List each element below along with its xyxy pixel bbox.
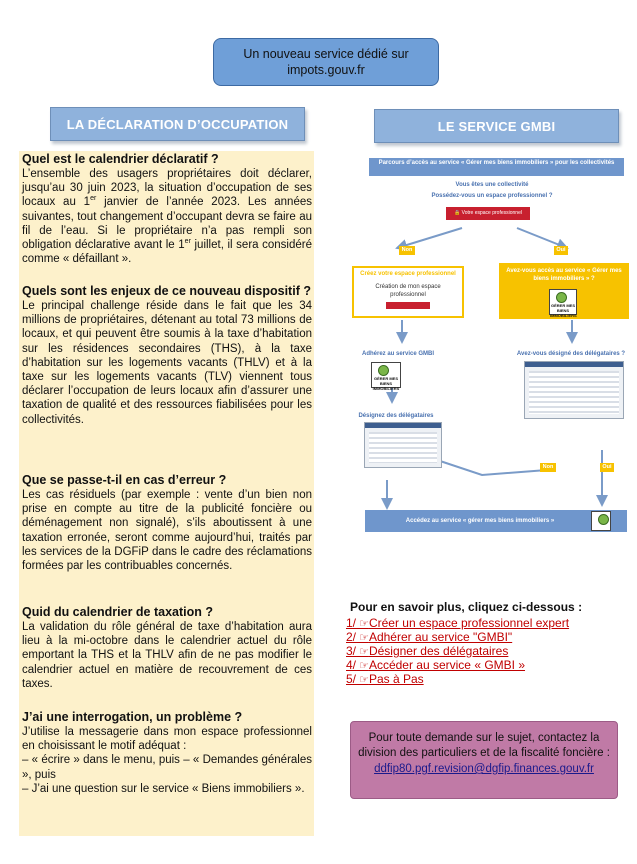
section-title: Que se passe-t-il en cas d’erreur ?	[22, 473, 227, 487]
label-non: Non	[399, 246, 415, 255]
hand-pointing-icon: ☞	[356, 618, 369, 630]
section-text: L’ensemble des usagers propriétaires doit déclarer, jusqu’au 30 juin 2023, la situation d’occupation de ses locaux au 1er janvier de l’année 2023. Les années suivantes, tout changement d’occupant devra se faire au fil de l’eau. Si le propriétaire n’a pas rempli son obligation déclarative avant le 1er juillet, il sera considéré comme « défaillant ».	[22, 168, 312, 266]
create-espace-button	[386, 302, 430, 309]
section-title: Quels sont les enjeux de ce nouveau dispositif ?	[22, 284, 311, 298]
flow-question-espace-pro: Possédez-vous un espace professionnel ?	[431, 193, 553, 199]
section-title: Quid du calendrier de taxation ?	[22, 605, 214, 619]
designe-question: Avez-vous désigné des délégataires ?	[516, 351, 626, 357]
access-service-title: Avez-vous accès au service « Gérer mes biens immobiliers » ?	[506, 268, 622, 282]
hand-pointing-icon: ☞	[356, 646, 369, 658]
links-title: Pour en savoir plus, cliquez ci-dessous :	[350, 600, 583, 614]
section-text: La validation du rôle général de taxe d’habitation aura lieu à la mi-octobre dans le calendrier actuel du rôle emportant la THS et la THLV afin de ne pas modifier le calendrier actuel en matière de recouvrement de ces taxes.	[22, 621, 312, 690]
section-erreur	[22, 473, 312, 573]
section-enjeux	[22, 284, 312, 427]
link-acceder-service[interactable]: 4/ ☞Accéder au service « GMBI »	[346, 658, 526, 672]
gmbi-logo-icon: GÉRER MES BIENS IMMOBILIERS	[549, 289, 577, 315]
create-espace-sub: Création de mon espace professionnel	[375, 284, 441, 298]
section-title: J’ai une interrogation, un problème ?	[22, 710, 243, 724]
label-oui: Oui	[600, 463, 614, 472]
create-espace-box	[352, 266, 464, 318]
section-text: Les cas résiduels (par exemple : vente d’un bien non prise en compte au titre de la publicité foncière ou déménagement non signalé), s’ils aboutissent à une taxation erronée, seront comme aujourd’hui, traités par les services de la DGFiP dans le cadre des réclamations formées par les contribuables concernés.	[22, 489, 312, 573]
banner-line-1: Un nouveau service dédié sur	[243, 47, 409, 61]
flow-bottom-text: Accédez au service « gérer mes biens immobiliers »	[405, 518, 555, 524]
adherez-label: Adhérez au service GMBI	[361, 351, 435, 357]
section-text: J’utilise la messagerie dans mon espace professionnel en choisissant le motif adéquat :	[22, 726, 312, 753]
left-column	[19, 151, 314, 836]
contact-text: Pour toute demande sur le sujet, contactez la division des particuliers et de la fiscalité foncière :	[358, 732, 610, 759]
espace-pro-button: 🔒 Votre espace professionnel	[446, 207, 530, 220]
title-banner	[213, 38, 439, 86]
screenshot-delegataires	[524, 361, 624, 419]
banner-line-2: impots.gouv.fr	[287, 63, 365, 77]
section-probleme	[22, 710, 312, 796]
hand-pointing-icon: ☞	[356, 632, 369, 644]
link-creer-espace[interactable]: 1/ ☞Créer un espace professionnel expert	[346, 616, 570, 630]
lock-icon: 🔒	[454, 210, 462, 216]
contact-email-link[interactable]: ddfip80.pgf.revision@dgfip.finances.gouv.fr	[374, 763, 594, 775]
gmbi-flow-diagram	[358, 150, 630, 535]
section-text: – « écrire » dans le menu, puis – « Demandes générales », puis	[22, 754, 312, 781]
hand-pointing-icon: ☞	[356, 674, 369, 686]
screenshot-designation	[364, 422, 442, 468]
contact-box	[350, 721, 618, 799]
left-section-header: LA DÉCLARATION D’OCCUPATION	[50, 107, 305, 141]
gmbi-logo-icon	[591, 511, 611, 531]
gmbi-logo-icon: GÉRER MES BIENS IMMOBILIERS	[371, 362, 401, 388]
section-title: Quel est le calendrier déclaratif ?	[22, 152, 219, 166]
flow-bottom-bar	[365, 510, 627, 532]
section-calendrier	[22, 152, 312, 266]
right-section-header: LE SERVICE GMBI	[374, 109, 619, 143]
link-adherer-service[interactable]: 2/ ☞Adhérer au service "GMBI"	[346, 630, 513, 644]
label-oui: Oui	[554, 246, 568, 255]
link-pas-a-pas[interactable]: 5/ ☞Pas à Pas	[346, 672, 424, 686]
designez-label: Désignez des délégataires	[358, 413, 434, 419]
hand-pointing-icon: ☞	[356, 660, 369, 672]
link-designer-delegataires[interactable]: 3/ ☞Désigner des délégataires	[346, 644, 509, 658]
section-text: Le principal challenge réside dans le fait que les 34 millions de propriétaires, détenant au total 73 millions de locaux, et qui peuvent être soumis à la taxe d’habitation sur les résidences secondaires (THS), à la taxe d’habitation sur les logements vacants (THLV) et à la taxe sur les logements vacants (TLV) viennent tous déclarer l’occupation de leurs locaux afin d’assurer une taxation de qualité et des ressources fiabilisées pour les collectivités.	[22, 300, 312, 426]
flow-top-bar: Parcours d’accès au service « Gérer mes biens immobiliers » pour les collectivités	[369, 158, 624, 176]
section-text: – J’ai une question sur le service « Biens immobiliers ».	[22, 782, 305, 795]
flow-question-collectivite: Vous êtes une collectivité	[455, 182, 529, 188]
section-taxation	[22, 605, 312, 691]
create-espace-title: Créez votre espace professionnel	[360, 271, 456, 277]
label-non: Non	[540, 463, 556, 472]
access-service-box	[499, 263, 629, 319]
